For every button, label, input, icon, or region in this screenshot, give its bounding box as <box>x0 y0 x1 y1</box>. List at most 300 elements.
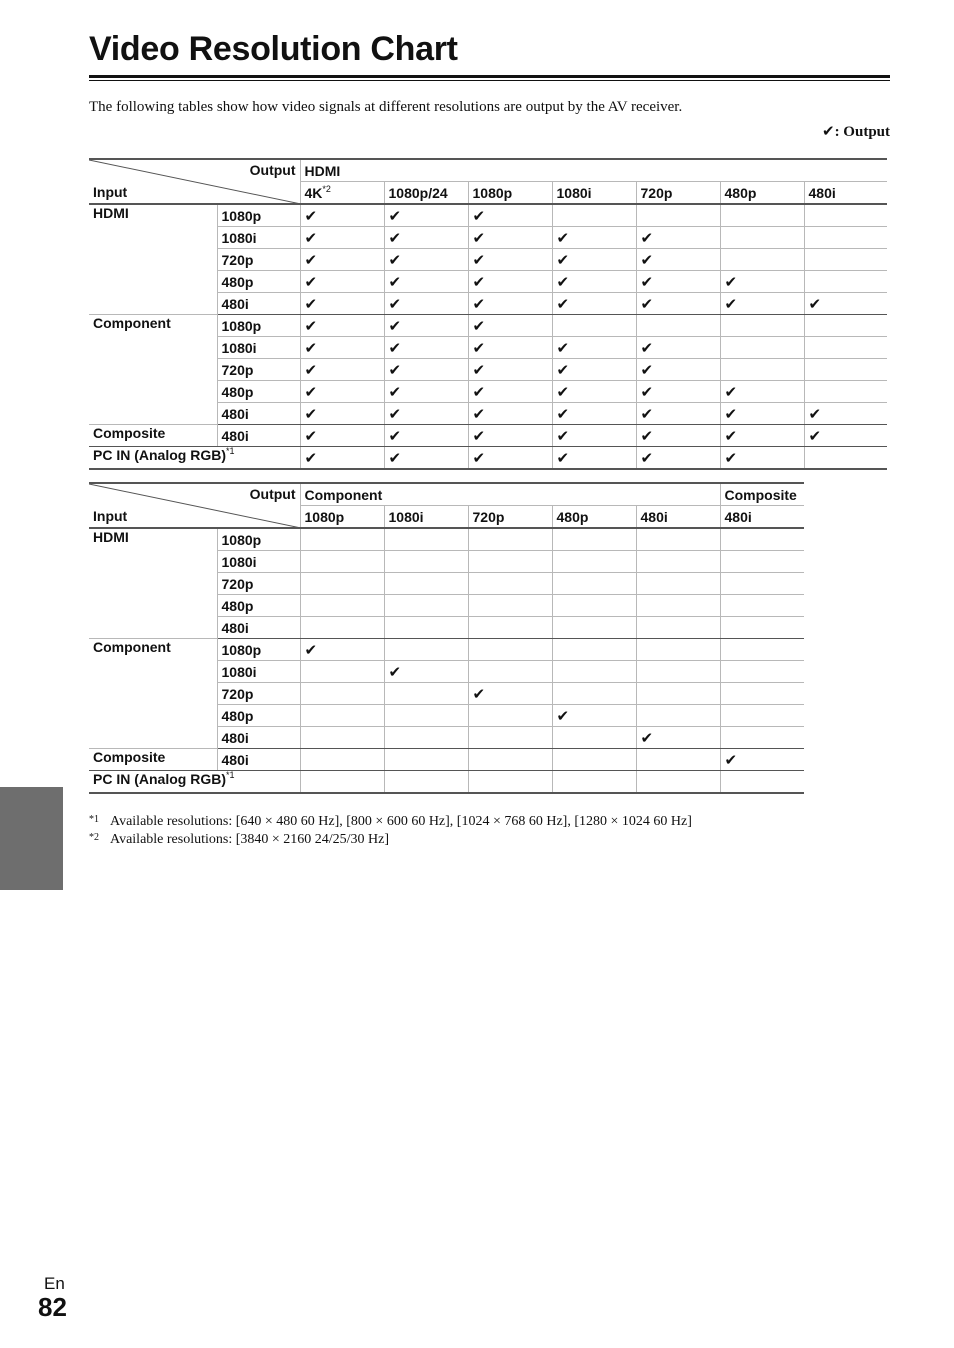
table-row <box>89 749 804 771</box>
check-mark-icon: ✔ <box>388 272 402 291</box>
output-cell <box>468 595 552 617</box>
title-rule <box>89 75 890 78</box>
output-cell <box>384 204 468 227</box>
check-mark-icon: ✔ <box>304 640 318 659</box>
table-row <box>89 639 804 661</box>
intro-text: The following tables show how video signals at different resolutions are output by the AV receiver. <box>89 99 683 115</box>
check-mark-icon: ✔ <box>472 404 486 423</box>
check-mark-icon: ✔ <box>556 272 570 291</box>
output-cell <box>300 315 384 337</box>
column-label: 480i <box>640 508 668 525</box>
output-cell <box>384 337 468 359</box>
output-cell <box>636 381 720 403</box>
column-header <box>552 506 636 529</box>
output-cell <box>384 403 468 425</box>
output-cell <box>384 227 468 249</box>
output-cell <box>468 661 552 683</box>
output-cell <box>636 705 720 727</box>
output-legend <box>822 122 890 141</box>
output-cell <box>804 425 887 447</box>
column-header <box>720 182 804 205</box>
output-cell <box>300 447 384 470</box>
input-resolution: 480p <box>217 595 300 617</box>
output-cell <box>552 381 636 403</box>
analog-output-table <box>89 482 804 794</box>
output-axis-label: Output <box>249 486 296 502</box>
output-cell <box>552 573 636 595</box>
column-header <box>300 506 384 529</box>
check-mark-icon: ✔ <box>640 338 654 357</box>
input-group-name: PC IN (Analog RGB) <box>93 447 226 463</box>
output-cell <box>804 271 887 293</box>
input-resolution: 1080p <box>217 528 300 551</box>
check-mark-icon: ✔ <box>640 294 654 313</box>
output-cell <box>384 639 468 661</box>
output-cell <box>552 528 636 551</box>
output-cell <box>384 359 468 381</box>
input-resolution: 1080i <box>217 551 300 573</box>
column-header <box>384 506 468 529</box>
output-cell <box>300 293 384 315</box>
output-cell <box>300 595 384 617</box>
output-cell <box>552 771 636 794</box>
language-label: En <box>44 1274 65 1293</box>
check-mark-icon: ✔ <box>472 426 486 445</box>
output-cell <box>468 403 552 425</box>
input-resolution: 1080p <box>217 639 300 661</box>
check-mark-icon: ✔ <box>640 360 654 379</box>
output-cell <box>636 337 720 359</box>
output-cell <box>804 204 887 227</box>
check-mark-icon: ✔ <box>304 404 318 423</box>
output-cell <box>552 727 636 749</box>
output-cell <box>300 227 384 249</box>
check-mark-icon: ✔ <box>304 382 318 401</box>
output-cell <box>720 705 804 727</box>
output-cell <box>300 727 384 749</box>
output-cell <box>468 337 552 359</box>
input-group-label <box>89 749 217 771</box>
check-mark-icon: ✔ <box>304 448 318 467</box>
check-mark-icon: ✔ <box>821 122 835 140</box>
check-mark-icon: ✔ <box>724 750 738 769</box>
output-cell <box>720 249 804 271</box>
output-cell <box>384 771 468 794</box>
column-header <box>300 182 384 205</box>
output-cell <box>300 639 384 661</box>
input-resolution: 480p <box>217 271 300 293</box>
output-cell <box>720 425 804 447</box>
column-label: 1080i <box>556 184 592 201</box>
output-cell <box>552 271 636 293</box>
output-cell <box>468 617 552 639</box>
output-cell <box>384 425 468 447</box>
output-cell <box>300 337 384 359</box>
input-group-label <box>89 425 217 447</box>
output-cell <box>384 315 468 337</box>
check-mark-icon: ✔ <box>556 382 570 401</box>
input-resolution: 1080p <box>217 315 300 337</box>
output-cell <box>384 528 468 551</box>
output-cell <box>720 639 804 661</box>
table-row <box>89 771 804 794</box>
input-group-name: HDMI <box>93 205 129 221</box>
input-resolution: 720p <box>217 359 300 381</box>
output-cell <box>720 617 804 639</box>
table-row <box>89 204 887 227</box>
output-cell <box>468 315 552 337</box>
output-cell <box>720 727 804 749</box>
output-cell <box>384 293 468 315</box>
check-mark-icon: ✔ <box>556 294 570 313</box>
output-cell <box>636 771 720 794</box>
input-group-name: Component <box>93 639 171 655</box>
output-cell <box>720 403 804 425</box>
output-cell <box>720 271 804 293</box>
output-cell <box>384 683 468 705</box>
output-cell <box>636 639 720 661</box>
output-cell <box>468 227 552 249</box>
input-group-name: PC IN (Analog RGB) <box>93 771 226 787</box>
hdmi-output-table <box>89 158 887 470</box>
output-cell <box>300 381 384 403</box>
column-label: 1080p <box>304 508 345 525</box>
output-cell <box>468 705 552 727</box>
input-resolution: 1080i <box>217 661 300 683</box>
input-group-label <box>89 528 217 639</box>
check-mark-icon: ✔ <box>472 250 486 269</box>
input-group-name: Composite <box>93 749 166 765</box>
footnote-ref: *2 <box>322 183 331 194</box>
output-cell <box>384 595 468 617</box>
check-mark-icon: ✔ <box>556 228 570 247</box>
output-cell <box>300 528 384 551</box>
input-resolution: 480i <box>217 403 300 425</box>
output-cell <box>720 683 804 705</box>
output-cell <box>468 683 552 705</box>
output-cell <box>720 315 804 337</box>
output-cell <box>636 403 720 425</box>
output-cell <box>552 705 636 727</box>
output-cell <box>552 337 636 359</box>
output-cell <box>720 661 804 683</box>
output-cell <box>300 359 384 381</box>
output-cell <box>552 293 636 315</box>
output-cell <box>636 528 720 551</box>
check-mark-icon: ✔ <box>724 426 738 445</box>
output-cell <box>468 551 552 573</box>
output-cell <box>720 551 804 573</box>
column-label: 480i <box>724 508 752 525</box>
output-cell <box>636 425 720 447</box>
column-header <box>384 182 468 205</box>
output-cell <box>300 204 384 227</box>
output-cell <box>804 359 887 381</box>
output-cell <box>300 683 384 705</box>
title-rule-thin <box>89 80 890 81</box>
check-mark-icon: ✔ <box>724 294 738 313</box>
column-label: 4K <box>304 184 323 201</box>
output-cell <box>720 749 804 771</box>
column-label: 480p <box>556 508 589 525</box>
input-output-corner <box>89 159 300 204</box>
check-mark-icon: ✔ <box>388 206 402 225</box>
output-cell <box>300 403 384 425</box>
output-cell <box>384 573 468 595</box>
output-cell <box>720 573 804 595</box>
output-cell <box>720 771 804 794</box>
check-mark-icon: ✔ <box>472 360 486 379</box>
input-resolution: 1080i <box>217 337 300 359</box>
output-cell <box>552 403 636 425</box>
output-cell <box>384 727 468 749</box>
check-mark-icon: ✔ <box>724 272 738 291</box>
output-cell <box>468 447 552 470</box>
input-resolution: 480i <box>217 617 300 639</box>
input-group-name: Composite <box>93 425 166 441</box>
check-mark-icon: ✔ <box>556 250 570 269</box>
output-cell <box>636 617 720 639</box>
output-cell <box>804 293 887 315</box>
footnote <box>89 832 692 850</box>
check-mark-icon: ✔ <box>388 338 402 357</box>
output-cell <box>720 381 804 403</box>
input-resolution: 480i <box>217 727 300 749</box>
table-row <box>89 315 887 337</box>
check-mark-icon: ✔ <box>640 426 654 445</box>
input-axis-label: Input <box>93 184 128 200</box>
output-cell <box>804 447 887 470</box>
output-cell <box>636 315 720 337</box>
input-resolution: 720p <box>217 683 300 705</box>
output-group-header: Component <box>300 483 720 506</box>
check-mark-icon: ✔ <box>304 316 318 335</box>
check-mark-icon: ✔ <box>808 294 822 313</box>
check-mark-icon: ✔ <box>304 206 318 225</box>
column-label: 1080p/24 <box>388 184 448 201</box>
output-cell <box>720 337 804 359</box>
output-cell <box>636 204 720 227</box>
section-side-tab <box>0 787 63 890</box>
check-mark-icon: ✔ <box>724 448 738 467</box>
check-mark-icon: ✔ <box>808 404 822 423</box>
column-label: 1080p <box>472 184 513 201</box>
output-cell <box>468 528 552 551</box>
output-cell <box>720 293 804 315</box>
column-header <box>468 506 552 529</box>
input-resolution: 1080p <box>217 204 300 227</box>
output-cell <box>552 315 636 337</box>
check-mark-icon: ✔ <box>472 684 486 703</box>
input-resolution: 480i <box>217 425 300 447</box>
output-cell <box>468 293 552 315</box>
output-cell <box>468 573 552 595</box>
check-mark-icon: ✔ <box>640 272 654 291</box>
output-cell <box>636 683 720 705</box>
output-cell <box>552 661 636 683</box>
check-mark-icon: ✔ <box>304 294 318 313</box>
check-mark-icon: ✔ <box>388 228 402 247</box>
footnote-text: Available resolutions: [640 × 480 60 Hz], [800 × 600 60 Hz], [1024 × 768 60 Hz], [1280 × 1024 60 Hz] <box>110 814 692 829</box>
column-label: 720p <box>640 184 673 201</box>
input-group-label <box>89 447 300 470</box>
input-group-name: Component <box>93 315 171 331</box>
output-cell <box>552 227 636 249</box>
check-mark-icon: ✔ <box>388 426 402 445</box>
check-mark-icon: ✔ <box>640 228 654 247</box>
output-cell <box>552 595 636 617</box>
output-cell <box>552 551 636 573</box>
column-header <box>552 182 636 205</box>
output-cell <box>468 771 552 794</box>
column-header <box>636 182 720 205</box>
output-cell <box>720 227 804 249</box>
check-mark-icon: ✔ <box>472 382 486 401</box>
input-group-name: HDMI <box>93 529 129 545</box>
output-cell <box>468 425 552 447</box>
check-mark-icon: ✔ <box>724 382 738 401</box>
page-title: Video Resolution Chart <box>89 30 458 68</box>
check-mark-icon: ✔ <box>388 662 402 681</box>
check-mark-icon: ✔ <box>556 360 570 379</box>
output-cell <box>552 425 636 447</box>
output-cell <box>468 749 552 771</box>
check-mark-icon: ✔ <box>556 706 570 725</box>
output-cell <box>300 749 384 771</box>
check-mark-icon: ✔ <box>640 448 654 467</box>
check-mark-icon: ✔ <box>304 338 318 357</box>
check-mark-icon: ✔ <box>640 728 654 747</box>
check-mark-icon: ✔ <box>472 228 486 247</box>
check-mark-icon: ✔ <box>388 250 402 269</box>
output-cell <box>720 528 804 551</box>
check-mark-icon: ✔ <box>472 448 486 467</box>
legend-label: : Output <box>834 124 890 140</box>
table-row <box>89 447 887 470</box>
output-cell <box>384 447 468 470</box>
output-cell <box>636 749 720 771</box>
check-mark-icon: ✔ <box>472 272 486 291</box>
output-cell <box>468 381 552 403</box>
check-mark-icon: ✔ <box>472 206 486 225</box>
output-cell <box>300 425 384 447</box>
output-cell <box>300 661 384 683</box>
column-header <box>720 506 804 529</box>
check-mark-icon: ✔ <box>304 360 318 379</box>
check-mark-icon: ✔ <box>556 426 570 445</box>
check-mark-icon: ✔ <box>388 294 402 313</box>
input-resolution: 1080i <box>217 227 300 249</box>
input-group-label <box>89 639 217 749</box>
output-cell <box>384 381 468 403</box>
output-cell <box>720 595 804 617</box>
output-cell <box>300 573 384 595</box>
output-cell <box>636 271 720 293</box>
output-cell <box>804 227 887 249</box>
output-cell <box>468 204 552 227</box>
output-cell <box>468 249 552 271</box>
output-cell <box>552 447 636 470</box>
output-cell <box>300 617 384 639</box>
output-cell <box>804 249 887 271</box>
input-group-label <box>89 771 300 794</box>
table-row <box>89 425 887 447</box>
output-cell <box>636 727 720 749</box>
check-mark-icon: ✔ <box>472 316 486 335</box>
table-row <box>89 528 804 551</box>
check-mark-icon: ✔ <box>472 338 486 357</box>
output-cell <box>552 249 636 271</box>
footnote-text: Available resolutions: [3840 × 2160 24/25/30 Hz] <box>110 832 390 847</box>
column-header <box>636 506 720 529</box>
check-mark-icon: ✔ <box>304 228 318 247</box>
check-mark-icon: ✔ <box>556 338 570 357</box>
output-cell <box>384 705 468 727</box>
check-mark-icon: ✔ <box>388 404 402 423</box>
output-cell <box>636 661 720 683</box>
output-cell <box>636 447 720 470</box>
output-cell <box>804 403 887 425</box>
check-mark-icon: ✔ <box>808 426 822 445</box>
output-cell <box>300 551 384 573</box>
output-cell <box>468 727 552 749</box>
column-label: 480p <box>724 184 757 201</box>
input-resolution: 480p <box>217 381 300 403</box>
input-resolution: 720p <box>217 249 300 271</box>
column-header <box>804 182 887 205</box>
output-cell <box>552 359 636 381</box>
column-header <box>468 182 552 205</box>
column-label: 1080i <box>388 508 424 525</box>
output-cell <box>636 359 720 381</box>
output-cell <box>552 749 636 771</box>
input-resolution: 480i <box>217 749 300 771</box>
footnote-ref: *1 <box>226 770 235 780</box>
check-mark-icon: ✔ <box>640 382 654 401</box>
output-cell <box>300 705 384 727</box>
output-cell <box>552 204 636 227</box>
check-mark-icon: ✔ <box>556 404 570 423</box>
output-cell <box>804 315 887 337</box>
output-cell <box>468 359 552 381</box>
output-cell <box>300 249 384 271</box>
output-cell <box>468 271 552 293</box>
footnote-ref: *1 <box>226 446 235 456</box>
output-group-header: HDMI <box>300 159 887 182</box>
output-axis-label: Output <box>249 162 296 178</box>
output-cell <box>636 293 720 315</box>
output-cell <box>636 573 720 595</box>
output-cell <box>636 551 720 573</box>
input-resolution: 720p <box>217 573 300 595</box>
output-group-header: Composite <box>720 483 804 506</box>
check-mark-icon: ✔ <box>304 250 318 269</box>
check-mark-icon: ✔ <box>556 448 570 467</box>
column-label: 480i <box>808 184 836 201</box>
output-cell <box>552 639 636 661</box>
check-mark-icon: ✔ <box>388 316 402 335</box>
input-axis-label: Input <box>93 508 128 524</box>
output-cell <box>300 771 384 794</box>
output-cell <box>636 227 720 249</box>
output-cell <box>384 249 468 271</box>
check-mark-icon: ✔ <box>472 294 486 313</box>
output-cell <box>384 749 468 771</box>
output-cell <box>636 595 720 617</box>
input-group-label <box>89 315 217 425</box>
input-group-label <box>89 204 217 315</box>
output-cell <box>720 447 804 470</box>
